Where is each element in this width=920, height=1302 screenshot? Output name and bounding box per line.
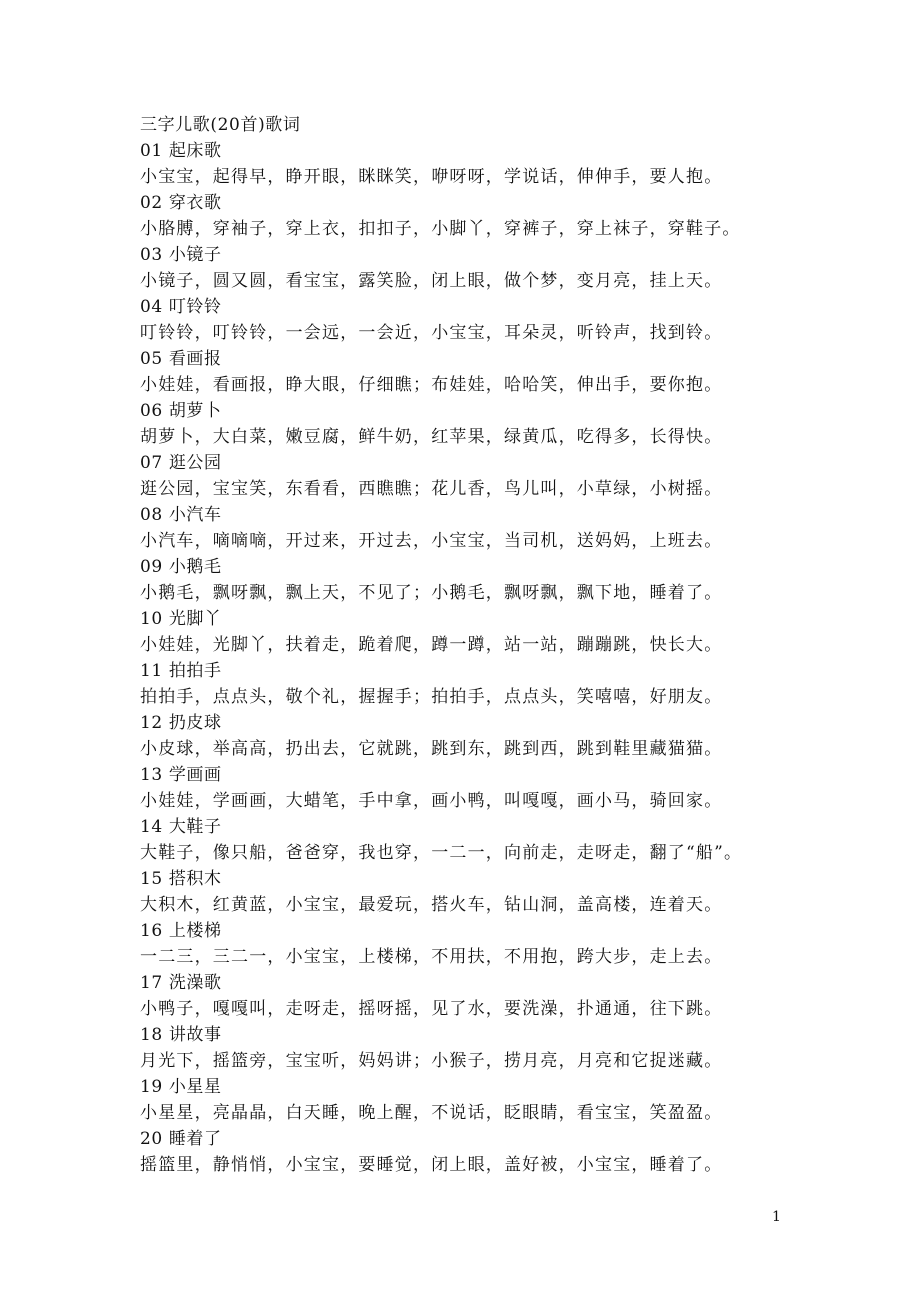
song-lyrics: 小娃娃，学画画，大蜡笔，手中拿，画小鸭，叫嘎嘎，画小马，骑回家。 (140, 791, 723, 811)
page-number: 1 (772, 1209, 781, 1225)
song-lyrics: 摇篮里，静悄悄，小宝宝，要睡觉，闭上眼，盖好被，小宝宝，睡着了。 (140, 1155, 723, 1175)
song-heading: 10 光脚丫 (140, 609, 222, 629)
song-lyrics: 小星星，亮晶晶，白天睡，晚上醒，不说话，眨眼睛，看宝宝，笑盈盈。 (140, 1103, 723, 1123)
song-heading: 09 小鹅毛 (140, 557, 222, 577)
song-lyrics: 一二三，三二一，小宝宝，上楼梯，不用扶，不用抱，跨大步，走上去。 (140, 947, 723, 967)
song-lyrics: 逛公园，宝宝笑，东看看，西瞧瞧；花儿香，鸟儿叫，小草绿，小树摇。 (140, 479, 723, 499)
song-heading: 18 讲故事 (140, 1025, 222, 1045)
song-heading: 15 搭积木 (140, 869, 222, 889)
song-heading: 03 小镜子 (140, 245, 222, 265)
song-lyrics: 小娃娃，看画报，睁大眼，仔细瞧；布娃娃，哈哈笑，伸出手，要你抱。 (140, 375, 723, 395)
song-lyrics: 小鹅毛，飘呀飘，飘上天，不见了；小鹅毛，飘呀飘，飘下地，睡着了。 (140, 583, 723, 603)
song-lyrics: 小娃娃，光脚丫，扶着走，跪着爬，蹲一蹲，站一站，蹦蹦跳，快长大。 (140, 635, 723, 655)
song-lyrics: 拍拍手，点点头，敬个礼，握握手；拍拍手，点点头，笑嘻嘻，好朋友。 (140, 687, 723, 707)
song-heading: 11 拍拍手 (140, 661, 222, 681)
song-lyrics: 大积木，红黄蓝，小宝宝，最爱玩，搭火车，钻山洞，盖高楼，连着天。 (140, 895, 723, 915)
song-lyrics: 叮铃铃，叮铃铃，一会远，一会近，小宝宝，耳朵灵，听铃声，找到铃。 (140, 323, 723, 343)
song-heading: 13 学画画 (140, 765, 222, 785)
song-heading: 06 胡萝卜 (140, 401, 222, 421)
document-body (140, 112, 780, 1178)
document-title: 三字儿歌(20首)歌词 (140, 115, 301, 135)
song-lyrics: 小镜子，圆又圆，看宝宝，露笑脸，闭上眼，做个梦，变月亮，挂上天。 (140, 271, 723, 291)
song-lyrics: 月光下，摇篮旁，宝宝听，妈妈讲；小猴子，捞月亮，月亮和它捉迷藏。 (140, 1051, 723, 1071)
song-heading: 20 睡着了 (140, 1129, 222, 1149)
song-heading: 04 叮铃铃 (140, 297, 222, 317)
song-heading: 07 逛公园 (140, 453, 222, 473)
song-lyrics: 大鞋子，像只船，爸爸穿，我也穿，一二一，向前走，走呀走，翻了“船”。 (140, 843, 743, 863)
song-lyrics: 小鸭子，嘎嘎叫，走呀走，摇呀摇，见了水，要洗澡，扑通通，往下跳。 (140, 999, 723, 1019)
song-heading: 12 扔皮球 (140, 713, 222, 733)
song-heading: 05 看画报 (140, 349, 222, 369)
song-heading: 17 洗澡歌 (140, 973, 222, 993)
song-lyrics: 小汽车，嘀嘀嘀，开过来，开过去，小宝宝，当司机，送妈妈，上班去。 (140, 531, 723, 551)
song-lyrics: 小宝宝，起得早，睁开眼，眯眯笑，咿呀呀，学说话，伸伸手，要人抱。 (140, 167, 723, 187)
song-lyrics: 胡萝卜，大白菜，嫩豆腐，鲜牛奶，红苹果，绿黄瓜，吃得多，长得快。 (140, 427, 723, 447)
song-heading: 16 上楼梯 (140, 921, 222, 941)
song-lyrics: 小皮球，举高高，扔出去，它就跳，跳到东，跳到西，跳到鞋里藏猫猫。 (140, 739, 723, 759)
song-heading: 08 小汽车 (140, 505, 222, 525)
song-lyrics: 小胳膊，穿袖子，穿上衣，扣扣子，小脚丫，穿裤子，穿上袜子，穿鞋子。 (140, 219, 741, 239)
song-heading: 14 大鞋子 (140, 817, 222, 837)
song-heading: 01 起床歌 (140, 141, 222, 161)
song-heading: 19 小星星 (140, 1077, 222, 1097)
song-heading: 02 穿衣歌 (140, 193, 222, 213)
